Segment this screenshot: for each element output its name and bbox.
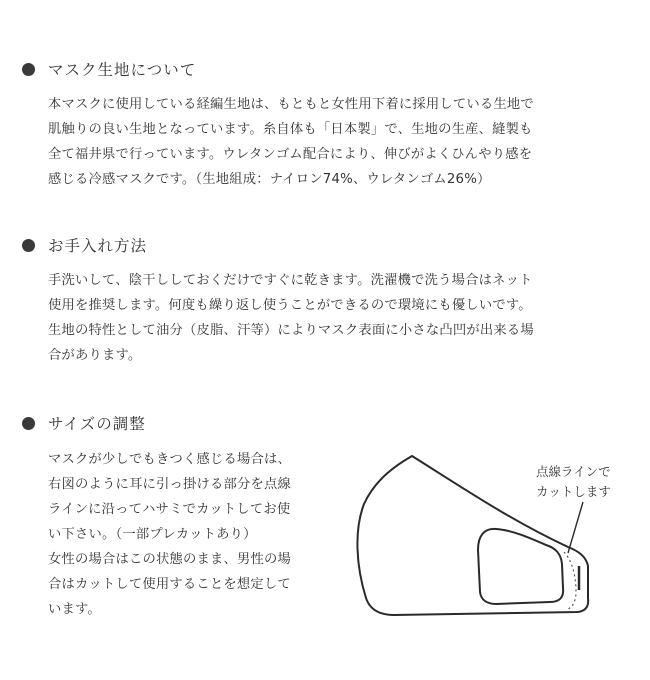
text-line: 右図のように耳に引っ掛ける部分を点線 xyxy=(48,477,291,492)
text-line: 合があります。 xyxy=(48,348,142,363)
text-line: マスクが少しでもきつく感じる場合は、 xyxy=(48,452,291,467)
section-heading-care xyxy=(22,233,147,257)
section-body-care xyxy=(48,268,534,368)
text-line: 合はカットして使用することを想定して xyxy=(48,577,291,592)
bullet-icon xyxy=(22,239,35,252)
section-title: お手入れ方法 xyxy=(48,237,148,255)
text-line: 全て福井県で行っています。ウレタンゴム配合により、伸びがよくひんやり感を xyxy=(48,147,533,162)
section-body-fabric xyxy=(48,92,534,192)
text-line: 女性の場合はこの状態のまま、男性の場 xyxy=(48,552,291,567)
callout-label xyxy=(536,462,611,502)
callout-line: カットします xyxy=(536,484,611,499)
bullet-icon xyxy=(22,63,35,76)
text-line: 手洗いして、陰干ししておくだけですぐに乾きます。洗濯機で洗う場合はネット xyxy=(48,273,533,288)
text-line: 肌触りの良い生地となっています。糸自体も「日本製」で、生地の生産、縫製も xyxy=(48,122,533,137)
text-line: ラインに沿ってハサミでカットしてお使 xyxy=(48,502,291,517)
section-title: サイズの調整 xyxy=(48,415,146,433)
text-line: 使用を推奨します。何度も繰り返し使うことができるので環境にも優しいです。 xyxy=(48,298,532,313)
text-line: 本マスクに使用している経編生地は、もともと女性用下着に採用している生地で xyxy=(48,97,534,112)
callout-line: 点線ラインで xyxy=(536,464,611,479)
section-heading-fabric xyxy=(22,57,196,81)
text-line: 感じる冷感マスクです。（生地組成：ナイロン74%、ウレタンゴム26%） xyxy=(48,172,491,187)
text-line: います。 xyxy=(48,602,101,617)
bullet-icon xyxy=(22,417,35,430)
section-heading-size xyxy=(22,411,146,435)
callout-pointer xyxy=(568,502,583,553)
section-body-size xyxy=(48,447,291,622)
text-line: 生地の特性として油分（皮脂、汗等）によりマスク表面に小さな凸凹が出来る場 xyxy=(48,323,534,338)
text-line: い下さい。（一部プレカットあり） xyxy=(48,527,257,542)
section-title: マスク生地について xyxy=(48,61,197,79)
